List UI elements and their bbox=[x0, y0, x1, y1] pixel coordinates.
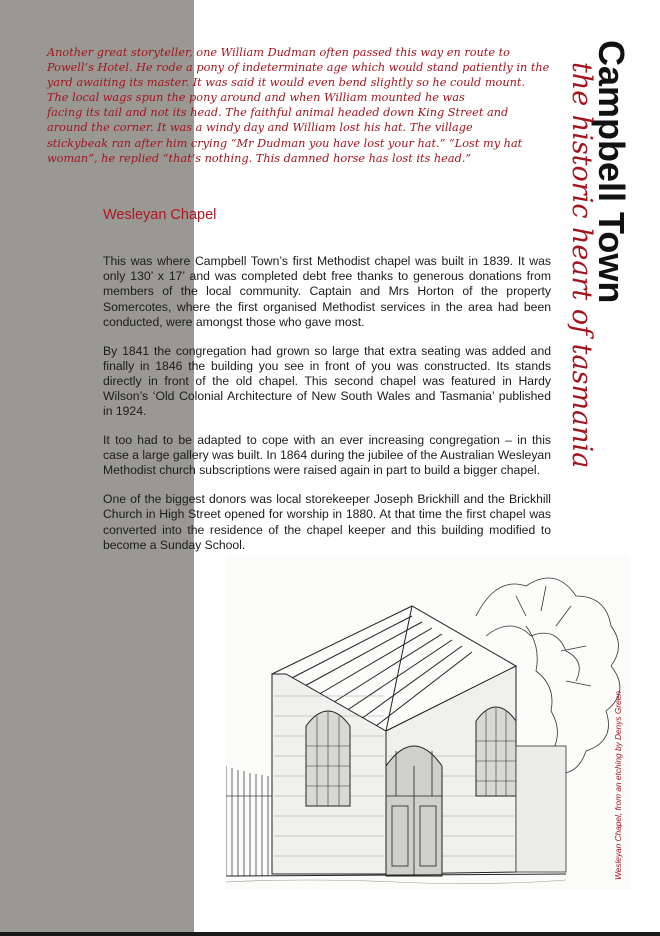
paragraph-3: It too had to be adapted to cope with an ever increasing congregation – in this case a large gallery was built. In 1864 during the jubilee of the Australian Wesleyan Methodist church subscriptions were raised again in part to build a bigger chapel. bbox=[103, 433, 551, 478]
title-subtitle: the historic heart of tasmania bbox=[566, 62, 597, 469]
paragraph-4: One of the biggest donors was local storekeeper Joseph Brickhill and the Brickhill Church in High Street opened for worship in 1880. At that time the first chapel was converted into the residence of the chapel keeper and this building modified to become a Sunday School. bbox=[103, 492, 551, 552]
bottom-rule bbox=[0, 932, 660, 936]
section-heading: Wesleyan Chapel bbox=[103, 207, 217, 223]
anecdote-text: Another great storyteller, one William Dudman often passed this way en route to Powell’s Hotel. He rode a pony of indeterminate age which would stand patiently in the yard awaiting its master. It was said it would even bend slightly so he could mount. The local wags spun the pony around and when William mounted he was facing its tail and not its head. The faithful animal headed down King Street and around the corner. It was a windy day and William lost his hat. The village stickybeak ran after him crying “Mr Dudman you have lost your hat.” “Lost my hat woman”, he replied “that’s nothing. This damned horse has lost its head.” bbox=[47, 46, 550, 165]
vertical-title bbox=[592, 40, 630, 303]
paragraph-2: By 1841 the congregation had grown so large that extra seating was added and finally in 1846 the building you see in front of you was constructed. Its stands directly in front of the old chapel. This second chapel was featured in Hardy Wilson’s ‘Old Colonial Architecture of New South Wales and Tasmania’ published in 1924. bbox=[103, 343, 551, 419]
chapel-etching-image bbox=[226, 556, 630, 890]
body-text bbox=[103, 254, 551, 566]
image-caption: Wesleyan Chapel, from an etching by Denys Green bbox=[613, 691, 623, 880]
title-main: Campbell Town bbox=[591, 40, 632, 304]
paragraph-1: This was where Campbell Town’s first Methodist chapel was built in 1839. It was only 130’ x 17’ and was completed debt free thanks to generous donations from members of the local community. Captain and Mrs Horton of the property Somercotes, where the first organised Methodist services in the area had been conducted, were amongst those who gave most. bbox=[103, 254, 551, 329]
